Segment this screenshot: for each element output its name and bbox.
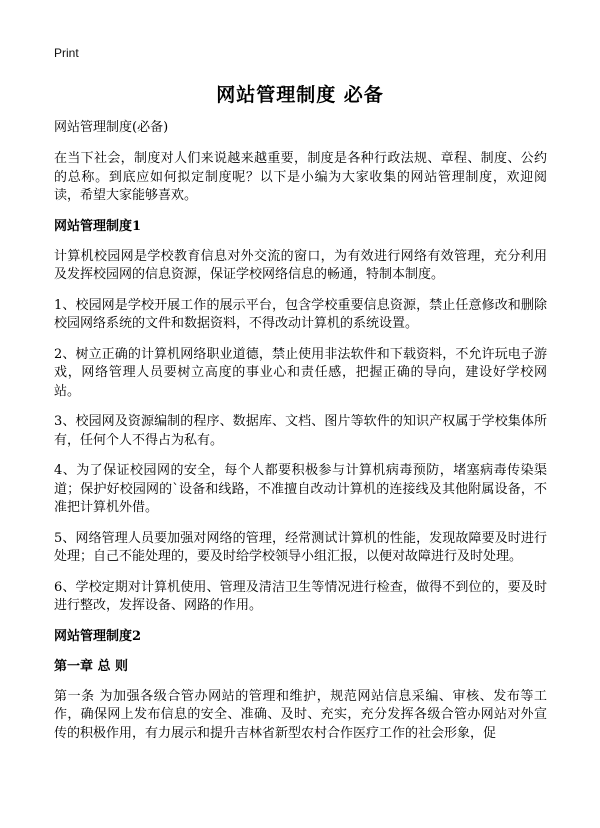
section-heading-1: 网站管理制度1	[54, 218, 142, 234]
print-link[interactable]: Print	[54, 46, 79, 60]
rule-item-3: 3、校园网及资源编制的程序、数据库、文档、图片等软件的知识产权属于学校集体所有，任何个人不得占为私有。	[54, 414, 547, 448]
intro-paragraph: 在当下社会，制度对人们来说越来越重要，制度是各种行政法规、章程、制度、公约的总称。到底应如何拟定制度呢？以下是小编为大家收集的网站管理制度，欢迎阅读，希望大家能够喜欢。	[54, 151, 547, 203]
article-paragraph-1: 第一条 为加强各级合管办网站的管理和维护，规范网站信息采编、审核、发布等工作，确保网上发布信息的安全、准确、及时、充实，充分发挥各级合管办网站对外宣传的积极作用，有力展示和提升吉林省新型农村合作医疗工作的社会形象，促	[54, 688, 547, 741]
rule-item-4: 4、为了保证校园网的安全，每个人都要积极参与计算机病毒预防，堵塞病毒传染渠道；保护好校园网的`设备和线路，不准擅自改动计算机的连接线及其他附属设备，不准把计算机外借。	[54, 463, 547, 515]
document-body	[54, 120, 547, 755]
section1-intro: 计算机校园网是学校教育信息对外交流的窗口，为有效进行网络有效管理，充分利用及发挥校园网的信息资源，保证学校网络信息的畅通，特制本制度。	[54, 248, 547, 282]
rule-item-2: 2、树立正确的计算机网络职业道德，禁止使用非法软件和下载资料，不允许玩电子游戏，网络管理人员要树立高度的事业心和责任感，把握正确的导向，建设好学校网站。	[54, 346, 547, 399]
document-subtitle: 网站管理制度(必备)	[54, 120, 169, 135]
rule-item-6: 6、学校定期对计算机使用、管理及清洁卫生等情况进行检查，做得不到位的，要及时进行整改，发挥设备、网路的作用。	[54, 579, 547, 613]
chapter-heading: 第一章 总 则	[54, 658, 129, 674]
rule-item-1: 1、校园网是学校开展工作的展示平台，包含学校重要信息资源，禁止任意修改和删除校园网络系统的文件和数据资料，不得改动计算机的系统设置。	[54, 297, 547, 331]
rule-item-5: 5、网络管理人员要加强对网络的管理，经常测试计算机的性能，发现故障要及时进行处理；自己不能处理的，要及时给学校领导小组汇报，以便对故障进行及时处理。	[54, 530, 547, 564]
document-title: 网站管理制度 必备	[216, 84, 384, 106]
section-heading-2: 网站管理制度2	[54, 628, 142, 644]
